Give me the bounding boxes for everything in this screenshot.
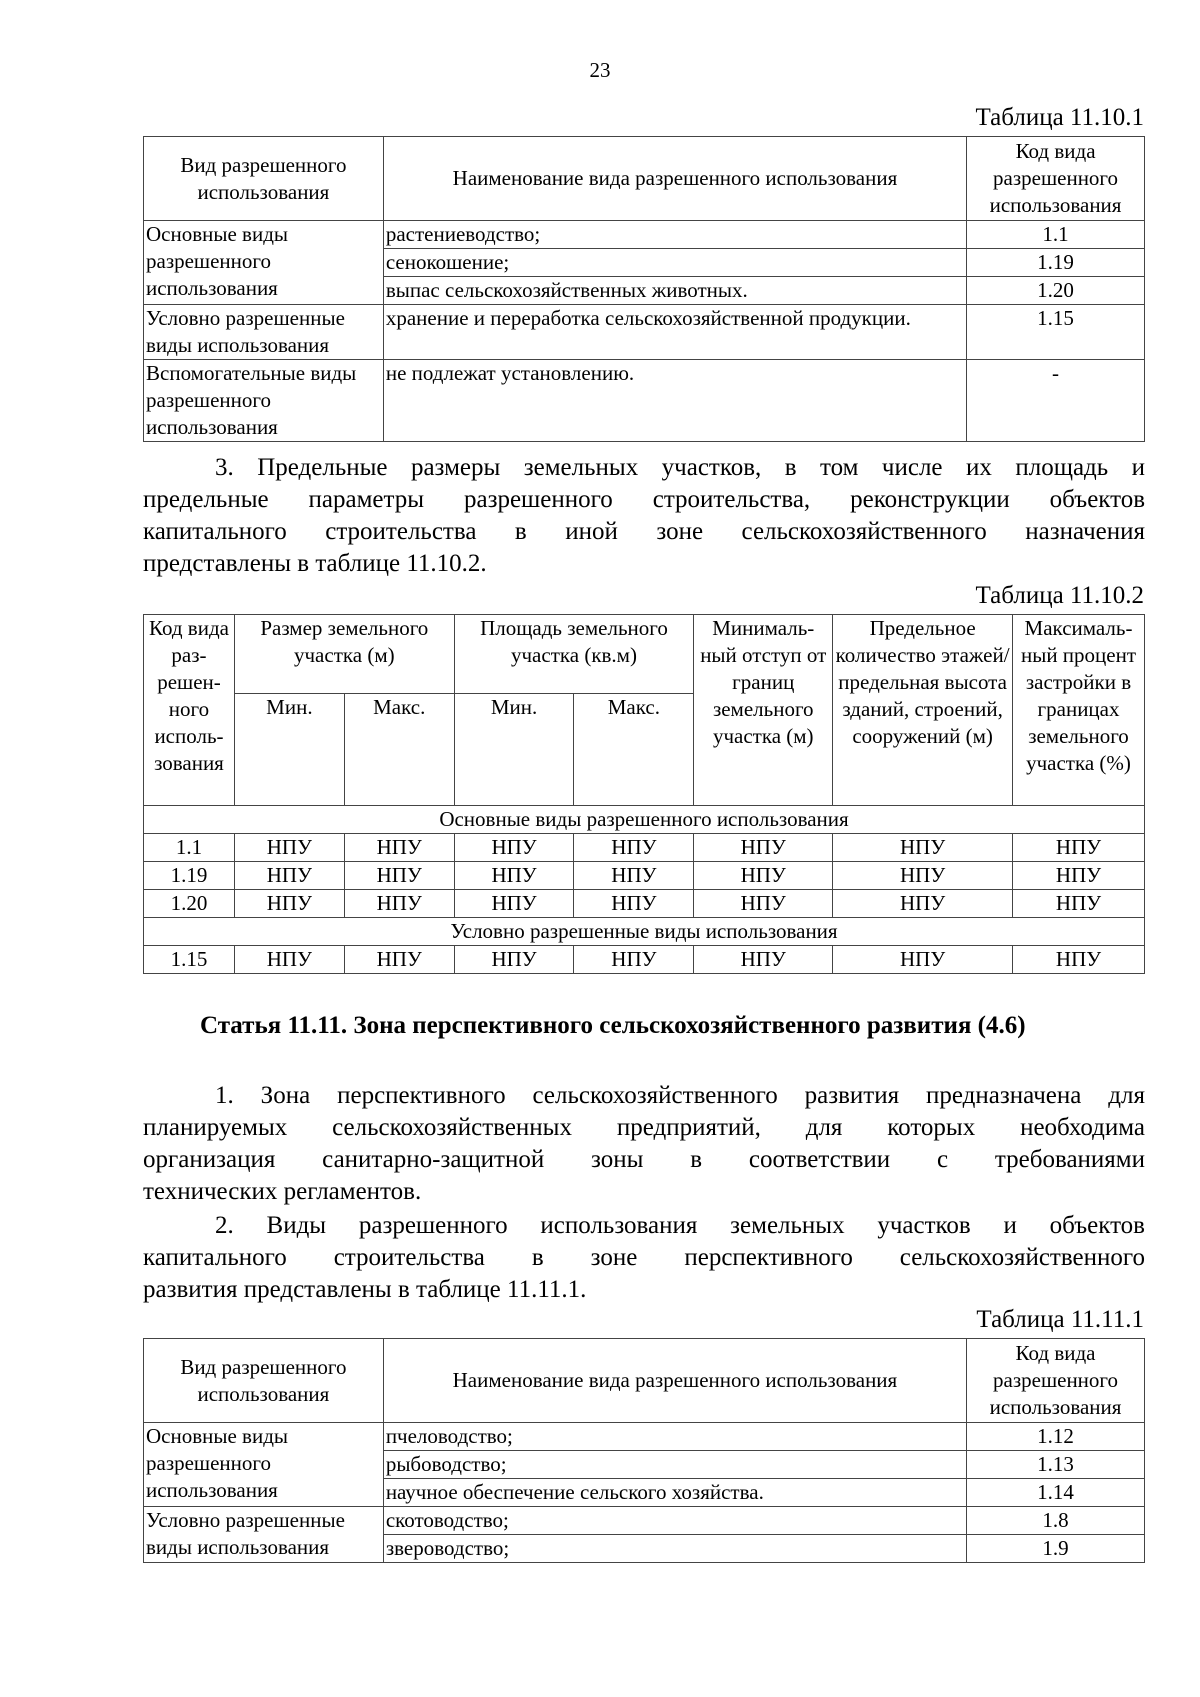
column-header: Предельное количество этажей/ предельная высота зданий, строений, сооружений (м) (833, 615, 1013, 806)
use-code-cell: - (967, 360, 1145, 442)
column-header: Вид разрешенного использования (144, 1339, 384, 1423)
column-subheader: Мин. (454, 694, 574, 806)
table-cell: 1.19 (144, 862, 235, 890)
article-heading: Статья 11.11. Зона перспективного сельскохозяйственного развития (4.6) (200, 1012, 1026, 1039)
permitted-use-table (143, 1338, 1145, 1563)
table-cell: 1.15 (144, 946, 235, 974)
paragraph-limits (143, 452, 1145, 580)
table-cell: НПУ (1013, 946, 1145, 974)
use-name-cell: научное обеспечение сельского хозяйства. (383, 1479, 966, 1507)
table-row (144, 946, 1145, 974)
use-name-cell: выпас сельскохозяйственных животных. (383, 277, 966, 305)
use-code-cell: 1.1 (967, 221, 1145, 249)
use-type-cell: Основные виды разрешенного использования (144, 221, 384, 305)
paragraph-line: 1. Зона перспективного сельскохозяйственного развития предназначена для (215, 1082, 1145, 1109)
paragraph-line: капитального строительства в иной зоне сельскохозяйственного назначения (143, 518, 1145, 545)
table-cell: НПУ (344, 890, 454, 918)
permitted-use-table (143, 136, 1145, 442)
column-subheader: Макс. (574, 694, 694, 806)
table-cell: 1.20 (144, 890, 235, 918)
table-cell: НПУ (454, 890, 574, 918)
paragraph-line: капитального строительства в зоне перспективного сельскохозяйственного (143, 1244, 1145, 1271)
table-cell: НПУ (344, 946, 454, 974)
table-cell: НПУ (344, 834, 454, 862)
column-header: Код вида разрешенного использования (967, 137, 1145, 221)
use-name-cell: не подлежат установлению. (383, 360, 966, 442)
use-code-cell: 1.20 (967, 277, 1145, 305)
table-caption: Таблица 11.11.1 (976, 1306, 1144, 1333)
table-cell: НПУ (694, 946, 833, 974)
use-name-cell: растениеводство; (383, 221, 966, 249)
page-number: 23 (589, 58, 611, 82)
use-name-cell: пчеловодство; (383, 1423, 966, 1451)
column-header: Наименование вида разрешенного использования (383, 1339, 966, 1423)
column-subheader: Мин. (234, 694, 344, 806)
table-cell: НПУ (234, 834, 344, 862)
column-header: Размер земельного участка (м) (234, 615, 454, 694)
paragraph-line: планируемых сельскохозяйственных предприятий, для которых необходима (143, 1114, 1145, 1141)
use-code-cell: 1.13 (967, 1451, 1145, 1479)
column-header: Площадь земельного участка (кв.м) (454, 615, 694, 694)
table-cell: 1.1 (144, 834, 235, 862)
table-cell: НПУ (574, 946, 694, 974)
use-code-cell: 1.9 (967, 1535, 1145, 1563)
paragraph-line: технических регламентов. (143, 1178, 422, 1205)
paragraph-line: 2. Виды разрешенного использования земельных участков и объектов (215, 1212, 1145, 1239)
table-cell: НПУ (1013, 834, 1145, 862)
column-header: Код вида раз- решен- ного исполь- зования (144, 615, 235, 806)
table-cell: НПУ (234, 862, 344, 890)
table-cell: НПУ (1013, 862, 1145, 890)
use-name-cell: хранение и переработка сельскохозяйственной продукции. (383, 305, 966, 360)
use-type-cell: Вспомогательные виды разрешенного использования (144, 360, 384, 442)
table-row (144, 890, 1145, 918)
table-cell: НПУ (833, 890, 1013, 918)
column-header: Наименование вида разрешенного использования (383, 137, 966, 221)
use-name-cell: сенокошение; (383, 249, 966, 277)
table-caption: Таблица 11.10.1 (975, 104, 1144, 131)
table-cell: НПУ (833, 862, 1013, 890)
table-cell: НПУ (574, 890, 694, 918)
parameters-table (143, 614, 1145, 974)
use-code-cell: 1.15 (967, 305, 1145, 360)
table-cell: НПУ (344, 862, 454, 890)
use-code-cell: 1.19 (967, 249, 1145, 277)
table-caption: Таблица 11.10.2 (975, 582, 1144, 609)
paragraph-line: 3. Предельные размеры земельных участков, в том числе их площадь и (215, 454, 1145, 481)
column-header: Код вида разрешенного использования (967, 1339, 1145, 1423)
use-type-cell: Условно разрешенные виды использования (144, 305, 384, 360)
paragraph-line: организация санитарно-защитной зоны в соответствии с требованиями (143, 1146, 1145, 1173)
table-cell: НПУ (694, 862, 833, 890)
column-header: Максималь- ный процент застройки в границах земельного участка (%) (1013, 615, 1145, 806)
table-row (144, 834, 1145, 862)
table-row (144, 862, 1145, 890)
section-row: Условно разрешенные виды использования (144, 918, 1145, 946)
table-cell: НПУ (1013, 890, 1145, 918)
table-cell: НПУ (694, 890, 833, 918)
paragraph-line: развития представлены в таблице 11.11.1. (143, 1276, 587, 1303)
column-subheader: Макс. (344, 694, 454, 806)
table-cell: НПУ (234, 890, 344, 918)
table-cell: НПУ (574, 834, 694, 862)
paragraph-line: предельные параметры разрешенного строительства, реконструкции объектов (143, 486, 1145, 513)
use-name-cell: скотоводство; (383, 1507, 966, 1535)
table-cell: НПУ (454, 834, 574, 862)
table-cell: НПУ (833, 946, 1013, 974)
paragraph-permitted-uses (143, 1210, 1145, 1306)
table-cell: НПУ (234, 946, 344, 974)
table-cell: НПУ (574, 862, 694, 890)
column-header: Минималь- ный отступ от границ земельного участка (м) (694, 615, 833, 806)
use-type-cell: Условно разрешенные виды использования (144, 1507, 384, 1563)
use-code-cell: 1.12 (967, 1423, 1145, 1451)
use-name-cell: звероводство; (383, 1535, 966, 1563)
column-header: Вид разрешенного использования (144, 137, 384, 221)
section-row: Основные виды разрешенного использования (144, 806, 1145, 834)
use-name-cell: рыбоводство; (383, 1451, 966, 1479)
table-cell: НПУ (694, 834, 833, 862)
paragraph-zone-purpose (143, 1080, 1145, 1208)
table-cell: НПУ (454, 946, 574, 974)
paragraph-line: представлены в таблице 11.10.2. (143, 550, 487, 577)
use-code-cell: 1.14 (967, 1479, 1145, 1507)
use-code-cell: 1.8 (967, 1507, 1145, 1535)
table-cell: НПУ (454, 862, 574, 890)
table-cell: НПУ (833, 834, 1013, 862)
use-type-cell: Основные виды разрешенного использования (144, 1423, 384, 1507)
